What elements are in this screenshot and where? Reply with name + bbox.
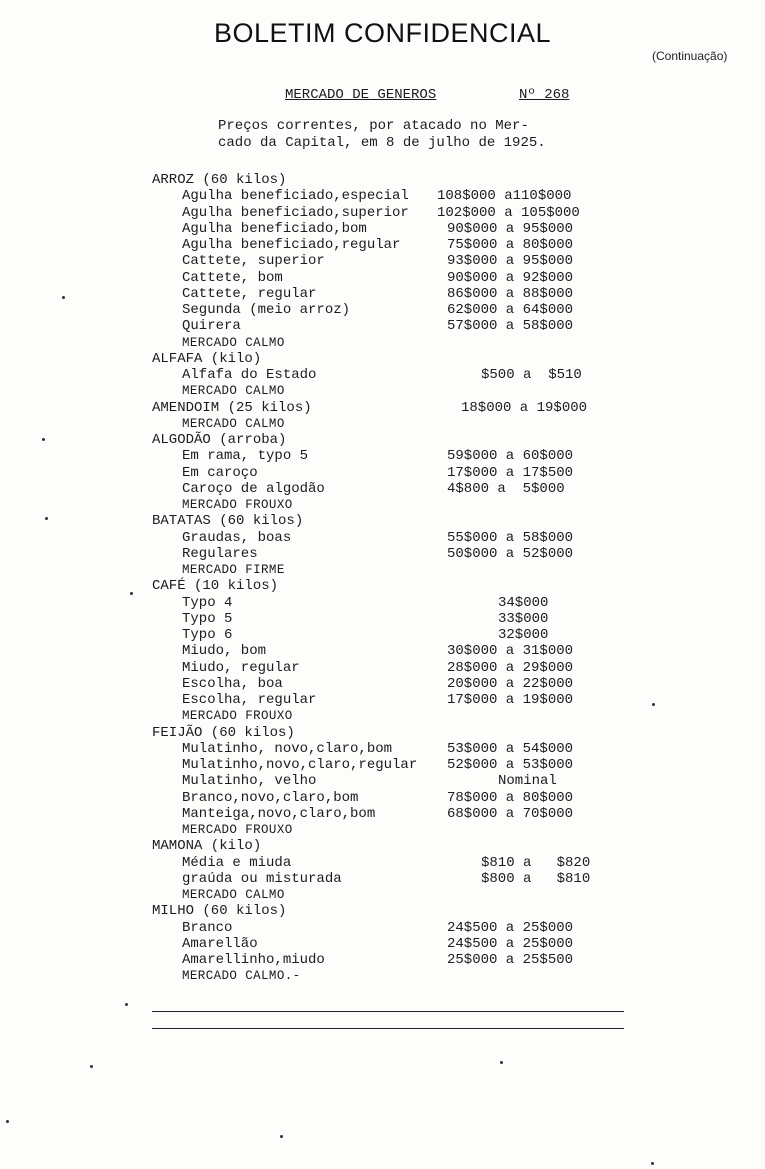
- market-status: MERCADO FIRME: [182, 563, 285, 577]
- price-range: 55$000 a 58$000: [447, 529, 574, 546]
- market-status: MERCADO FROUXO: [182, 498, 293, 512]
- price-row: [0, 871, 765, 887]
- price-row: [0, 253, 765, 269]
- price-range: 62$000 a 64$000: [447, 302, 574, 318]
- market-status-row: [0, 416, 765, 432]
- scan-speck: [42, 438, 45, 441]
- category-row: [0, 513, 765, 529]
- scan-speck: [652, 703, 655, 706]
- section-heading: MERCADO DE GENEROS: [285, 87, 437, 103]
- category-row: [0, 838, 765, 854]
- scan-speck: [125, 1003, 128, 1006]
- category-row: [0, 400, 765, 416]
- scan-speck: [90, 1065, 93, 1068]
- commodity-label: Graudas, boas: [182, 529, 292, 546]
- commodity-label: Amarellão: [182, 935, 258, 952]
- price-range: 57$000 a 58$000: [447, 318, 574, 335]
- commodity-label: Agulha beneficiado,especial: [182, 188, 409, 205]
- category-row: [0, 578, 765, 594]
- commodity-label: Agulha beneficiado,bom: [182, 220, 367, 237]
- price-range: 52$000 a 53$000: [447, 757, 574, 773]
- category-label: ALFAFA (kilo): [152, 350, 262, 367]
- price-row: [0, 367, 765, 383]
- market-status: MERCADO CALMO: [182, 888, 285, 902]
- price-row: [0, 741, 765, 757]
- market-status: MERCADO FROUXO: [182, 709, 293, 724]
- scan-speck: [6, 1120, 9, 1123]
- commodity-label: Regulares: [182, 545, 258, 562]
- price-range: $500 a $510: [481, 367, 582, 383]
- commodity-label: Cattete, bom: [182, 269, 283, 286]
- price-range: 90$000 a 95$000: [447, 220, 574, 237]
- scan-speck: [45, 517, 48, 520]
- price-range: 90$000 a 92$000: [447, 269, 574, 286]
- price-range: 28$000 a 29$000: [447, 659, 574, 676]
- price-range: 34$000: [498, 594, 549, 611]
- intro-line-2: cado da Capital, em 8 de julho de 1925.: [218, 135, 546, 151]
- price-row: [0, 302, 765, 318]
- price-row: [0, 530, 765, 546]
- commodity-label: Agulha beneficiado,superior: [182, 204, 409, 221]
- market-status-row: [0, 383, 765, 399]
- divider-line: [152, 1011, 624, 1012]
- commodity-label: Amarellinho,miudo: [182, 952, 325, 968]
- bulletin-title: BOLETIM CONFIDENCIAL: [213, 18, 552, 48]
- price-range: 24$500 a 25$000: [447, 919, 574, 936]
- commodity-label: Mulatinho,novo,claro,regular: [182, 757, 418, 773]
- market-status-row: [0, 335, 765, 351]
- price-range: 30$000 a 31$000: [447, 643, 574, 660]
- price-range: 108$000 a110$000: [437, 188, 572, 205]
- scan-speck: [130, 592, 133, 595]
- commodity-label: Caroço de algodão: [182, 480, 325, 497]
- commodity-label: Segunda (meio arroz): [182, 302, 351, 318]
- price-range: 68$000 a 70$000: [447, 805, 574, 822]
- price-row: [0, 318, 765, 334]
- commodity-label: Alfafa do Estado: [182, 367, 317, 383]
- category-row: [0, 351, 765, 367]
- intro-line-1: Preços correntes, por atacado no Mer-: [218, 118, 529, 134]
- price-range: Nominal: [498, 773, 557, 790]
- commodity-label: Escolha, regular: [182, 692, 317, 708]
- commodity-label: Miudo, regular: [182, 659, 300, 676]
- price-range: 86$000 a 88$000: [447, 285, 574, 302]
- market-status-row: [0, 708, 765, 724]
- price-row: [0, 611, 765, 627]
- price-row: [0, 270, 765, 286]
- price-row: [0, 692, 765, 708]
- category-label: MILHO (60 kilos): [152, 903, 287, 920]
- price-range: 25$000 a 25$500: [447, 952, 574, 968]
- commodity-label: Agulha beneficiado,regular: [182, 237, 401, 253]
- price-row: [0, 465, 765, 481]
- price-row: [0, 221, 765, 237]
- category-row: [0, 903, 765, 919]
- price-row: [0, 757, 765, 773]
- category-row: [0, 432, 765, 448]
- commodity-label: Branco: [182, 919, 233, 936]
- market-status: MERCADO CALMO: [182, 416, 285, 431]
- market-status-row: [0, 968, 765, 984]
- price-row: [0, 205, 765, 221]
- commodity-label: Quirera: [182, 318, 241, 335]
- commodity-label: Cattete, regular: [182, 285, 317, 302]
- price-range: 20$000 a 22$000: [447, 675, 574, 692]
- scan-speck: [500, 1061, 503, 1064]
- commodity-label: Typo 4: [182, 594, 233, 611]
- price-row: [0, 806, 765, 822]
- commodity-label: Escolha, boa: [182, 675, 283, 692]
- market-status-row: [0, 562, 765, 578]
- category-row: [0, 725, 765, 741]
- market-status-row: [0, 887, 765, 903]
- price-row: [0, 286, 765, 302]
- category-row: [0, 172, 765, 188]
- price-range: 24$500 a 25$000: [447, 935, 574, 952]
- market-status: MERCADO FROUXO: [182, 823, 293, 837]
- market-status-row: [0, 822, 765, 838]
- price-row: [0, 643, 765, 659]
- price-range: 59$000 a 60$000: [447, 448, 574, 465]
- category-label: FEIJÃO (60 kilos): [152, 724, 295, 741]
- price-row: [0, 773, 765, 789]
- commodity-label: graúda ou misturada: [182, 870, 342, 887]
- price-range: 4$800 a 5$000: [447, 480, 565, 497]
- commodity-label: Cattete, superior: [182, 253, 325, 270]
- price-range: 32$000: [498, 627, 549, 643]
- scan-speck: [62, 296, 65, 299]
- commodity-label: Média e miuda: [182, 854, 292, 871]
- price-range: 93$000 a 95$000: [447, 253, 574, 270]
- price-range: $800 a $810: [481, 870, 591, 887]
- price-range: 53$000 a 54$000: [447, 740, 574, 757]
- price-row: [0, 936, 765, 952]
- commodity-label: Mulatinho, novo,claro,bom: [182, 740, 393, 757]
- market-status: MERCADO CALMO.-: [182, 969, 301, 984]
- divider-line: [152, 1028, 624, 1029]
- price-row: [0, 546, 765, 562]
- price-row: [0, 676, 765, 692]
- commodity-label: Em caroço: [182, 464, 258, 481]
- category-label: AMENDOIM (25 kilos): [152, 399, 312, 416]
- price-range: 78$000 a 80$000: [447, 789, 574, 806]
- price-range: 33$000: [498, 610, 549, 627]
- price-range: 102$000 a 105$000: [437, 204, 580, 221]
- category-label: CAFÉ (10 kilos): [152, 578, 279, 595]
- commodity-label: Typo 6: [182, 627, 233, 643]
- category-label: ARROZ (60 kilos): [152, 172, 287, 188]
- market-status: MERCADO CALMO: [182, 335, 285, 350]
- price-range: 17$000 a 19$000: [447, 692, 574, 708]
- commodity-label: Manteiga,novo,claro,bom: [182, 805, 376, 822]
- commodity-label: Mulatinho, velho: [182, 773, 317, 790]
- price-row: [0, 660, 765, 676]
- price-row: [0, 595, 765, 611]
- continuation-note: (Continuação): [652, 49, 728, 63]
- commodity-label: Typo 5: [182, 610, 233, 627]
- category-label: ALGODÃO (arroba): [152, 432, 287, 448]
- price-row: [0, 790, 765, 806]
- scan-speck: [651, 1162, 654, 1165]
- commodity-label: Branco,novo,claro,bom: [182, 789, 359, 806]
- price-range: 50$000 a 52$000: [447, 545, 574, 562]
- category-label: BATATAS (60 kilos): [152, 513, 304, 530]
- price-range: 17$000 a 17$500: [447, 464, 574, 481]
- scan-speck: [280, 1135, 283, 1138]
- price-row: [0, 237, 765, 253]
- price-row: [0, 627, 765, 643]
- category-label: MAMONA (kilo): [152, 838, 262, 855]
- price-row: [0, 188, 765, 204]
- price-row: [0, 481, 765, 497]
- price-row: [0, 448, 765, 464]
- price-range: $810 a $820: [481, 854, 591, 871]
- price-row: [0, 952, 765, 968]
- market-status: MERCADO CALMO: [182, 384, 285, 399]
- price-range: 75$000 a 80$000: [447, 237, 574, 253]
- bulletin-number: Nº 268: [519, 87, 570, 103]
- commodity-label: Miudo, bom: [182, 643, 267, 660]
- price-range: 18$000 a 19$000: [461, 399, 588, 416]
- price-row: [0, 855, 765, 871]
- price-row: [0, 920, 765, 936]
- commodity-label: Em rama, typo 5: [182, 448, 309, 465]
- price-list: [0, 172, 765, 985]
- market-status-row: [0, 497, 765, 513]
